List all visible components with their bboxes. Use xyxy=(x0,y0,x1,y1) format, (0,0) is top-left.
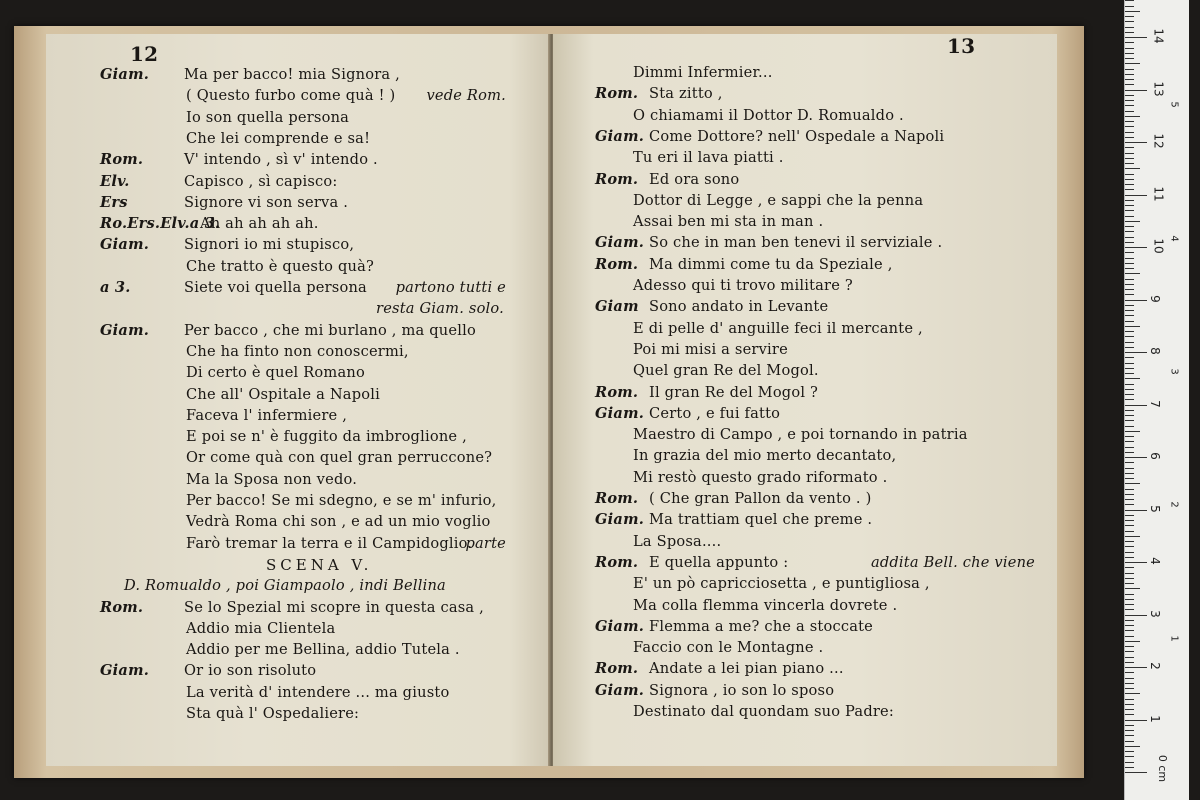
ruler-cm-label: 3 xyxy=(1147,609,1162,618)
ruler-tick xyxy=(1125,426,1134,427)
ruler-tick xyxy=(1125,751,1134,752)
ruler-tick xyxy=(1125,662,1134,663)
verse-text: Signore vi son serva . xyxy=(184,193,349,211)
ruler-tick xyxy=(1125,284,1134,285)
speaker-label: Giam. xyxy=(595,404,644,422)
ruler-tick xyxy=(1125,363,1134,364)
speaker-label: Rom. xyxy=(595,85,639,103)
ruler-tick xyxy=(1125,541,1134,542)
ruler-tick xyxy=(1125,63,1140,64)
ruler-tick xyxy=(1125,457,1147,458)
verse-text: In grazia del mio merto decantato, xyxy=(633,447,897,465)
ruler-tick xyxy=(1125,651,1134,652)
ruler-tick xyxy=(1125,37,1147,38)
ruler-tick xyxy=(1125,741,1134,742)
ruler-tick xyxy=(1125,504,1134,505)
verse-text: Flemma a me? che a stoccate xyxy=(649,617,873,635)
ruler-tick xyxy=(1125,431,1140,432)
ruler-tick xyxy=(1125,399,1134,400)
ruler-tick xyxy=(1125,557,1134,558)
speaker-label: Giam. xyxy=(595,234,644,252)
ruler-tick xyxy=(1125,90,1147,91)
ruler-tick xyxy=(1125,525,1134,526)
verse-text: ( Questo furbo come quà ! ) xyxy=(186,87,396,105)
speaker-label: Rom. xyxy=(100,151,144,169)
ruler-tick xyxy=(1125,594,1134,595)
verse-text: Farò tremar la terra e il Campidoglio. xyxy=(186,534,473,552)
verse-text: Or come quà con quel gran perruccone? xyxy=(186,449,493,467)
ruler-tick xyxy=(1125,772,1147,773)
ruler-tick xyxy=(1125,704,1134,705)
ruler-tick xyxy=(1125,630,1134,631)
speaker-label: Giam. xyxy=(100,662,149,680)
ruler-tick xyxy=(1125,725,1134,726)
verse-text: Io son quella persona xyxy=(186,108,350,126)
ruler-tick xyxy=(1125,436,1134,437)
ruler-tick xyxy=(1125,720,1147,721)
verse-text: Signora , io son lo sposo xyxy=(649,681,835,699)
ruler-tick xyxy=(1125,200,1134,201)
ruler-tick xyxy=(1125,678,1134,679)
ruler-cm-label: 10 xyxy=(1151,238,1166,254)
speaker-label: Rom. xyxy=(595,255,639,273)
verse-text: Quel gran Re del Mogol. xyxy=(633,362,819,380)
ruler-tick xyxy=(1125,179,1134,180)
verse-text: Faceva l' infermiere , xyxy=(186,406,348,424)
ruler-tick xyxy=(1125,300,1147,301)
ruler-tick xyxy=(1125,263,1134,264)
verse-text: Che ha finto non conoscermi, xyxy=(186,342,409,360)
speaker-label: Ro.Ers.Elv.a 3. xyxy=(100,215,221,233)
ruler-cm-label: 12 xyxy=(1151,133,1166,149)
verse-text: SCENA V. xyxy=(266,555,373,574)
ruler-tick xyxy=(1125,762,1134,763)
ruler-tick xyxy=(1125,672,1134,673)
ruler-tick xyxy=(1125,709,1134,710)
speaker-label: Giam. xyxy=(100,236,149,254)
ruler-tick xyxy=(1125,567,1134,568)
ruler-tick xyxy=(1125,27,1134,28)
verse-text: Destinato dal quondam suo Padre: xyxy=(633,703,894,720)
verse-text: Ma dimmi come tu da Speziale , xyxy=(649,255,893,273)
ruler-tick xyxy=(1125,310,1134,311)
page-number-right: 13 xyxy=(947,34,976,58)
verse-text: Che all' Ospitale a Napoli xyxy=(186,385,380,403)
stage-direction: parte xyxy=(465,534,506,552)
left-page xyxy=(46,34,550,766)
verse-text: Che tratto è questo quà? xyxy=(186,257,375,275)
verse-text: Andate a lei pian piano ... xyxy=(649,660,844,678)
ruler-tick xyxy=(1125,641,1140,642)
ruler-tick xyxy=(1125,153,1134,154)
verse-text: Il gran Re del Mogol ? xyxy=(649,383,819,401)
ruler-tick xyxy=(1125,189,1134,190)
page-number-left: 12 xyxy=(130,42,159,66)
speaker-label: Giam. xyxy=(595,681,644,699)
ruler-tick xyxy=(1125,305,1134,306)
ruler-tick xyxy=(1125,562,1147,563)
ruler-tick xyxy=(1125,693,1140,694)
verse-text: E quella appunto : xyxy=(649,553,789,571)
speaker-label: Giam xyxy=(595,298,639,316)
ruler-tick xyxy=(1125,48,1134,49)
ruler-cm-label: 6 xyxy=(1147,452,1162,460)
ruler-cm-label: 2 xyxy=(1147,662,1162,670)
ruler-tick xyxy=(1125,756,1134,757)
verse-text: Addio per me Bellina, addio Tutela . xyxy=(186,641,460,659)
speaker-label: Giam. xyxy=(100,66,149,83)
verse-text: Assai ben mi sta in man . xyxy=(633,213,824,231)
verse-text: La verità d' intendere ... ma giusto xyxy=(186,683,450,701)
ruler-cm-label: 13 xyxy=(1151,80,1166,97)
ruler-tick xyxy=(1125,0,1134,1)
ruler-tick xyxy=(1125,420,1134,421)
ruler-tick xyxy=(1125,609,1134,610)
stage-direction: partono tutti e xyxy=(395,279,506,296)
ruler-tick xyxy=(1125,441,1134,442)
ruler-tick xyxy=(1125,410,1134,411)
ruler-tick xyxy=(1125,237,1134,238)
ruler-tick xyxy=(1125,499,1134,500)
ruler-tick xyxy=(1125,531,1134,532)
ruler-tick xyxy=(1125,447,1134,448)
speaker-label: Giam. xyxy=(595,127,644,145)
verse-text: Dimmi Infermier... xyxy=(633,64,773,81)
ruler-tick xyxy=(1125,683,1134,684)
ruler-tick xyxy=(1125,247,1147,248)
speaker-label: Rom. xyxy=(595,553,639,571)
verse-text: O chiamami il Dottor D. Romualdo . xyxy=(633,106,904,124)
ruler-tick xyxy=(1125,279,1134,280)
ruler-tick xyxy=(1125,74,1134,75)
verse-text: Come Dottore? nell' Ospedale a Napoli xyxy=(649,127,945,145)
verse-text: Ma per bacco! mia Signora , xyxy=(184,66,400,83)
verse-text: La Sposa.... xyxy=(633,532,722,550)
ruler-inch-label: 5 xyxy=(1168,101,1180,108)
speaker-label: Rom. xyxy=(595,170,639,188)
ruler-inch-label: 3 xyxy=(1168,368,1180,375)
ruler-cm-label: 11 xyxy=(1151,185,1166,202)
ruler-tick xyxy=(1125,378,1140,379)
ruler-tick xyxy=(1125,294,1134,295)
ruler-tick xyxy=(1125,116,1140,117)
ruler-tick xyxy=(1125,336,1134,337)
ruler-tick xyxy=(1125,510,1147,511)
verse-text: Mi restò questo grado riformato . xyxy=(633,468,888,486)
ruler-tick xyxy=(1125,158,1134,159)
ruler-tick xyxy=(1125,111,1134,112)
ruler-tick xyxy=(1125,142,1147,143)
ruler-cm-label: 14 xyxy=(1151,28,1166,44)
verse-text: Vedrà Roma chi son , e ad un mio voglio xyxy=(186,513,491,531)
speaker-label: Giam. xyxy=(595,511,644,529)
ruler-tick xyxy=(1125,699,1134,700)
verse-text: E poi se n' è fuggito da imbroglione , xyxy=(186,428,467,446)
ruler-tick xyxy=(1125,168,1140,169)
ruler-tick xyxy=(1125,389,1134,390)
ruler-tick xyxy=(1125,615,1147,616)
ruler-tick xyxy=(1125,394,1134,395)
ruler-tick xyxy=(1125,100,1134,101)
ruler-tick xyxy=(1125,252,1134,253)
ruler-tick xyxy=(1125,636,1134,637)
verse-text: Adesso qui ti trovo militare ? xyxy=(633,277,853,294)
ruler-tick xyxy=(1125,174,1134,175)
ruler-tick xyxy=(1125,478,1134,479)
ruler-tick xyxy=(1125,205,1134,206)
verse-text: D. Romualdo , poi Giampaolo , indi Bellina xyxy=(124,577,446,595)
speaker-label: Rom. xyxy=(595,383,639,401)
ruler-tick xyxy=(1125,289,1134,290)
ruler-tick xyxy=(1125,405,1147,406)
ruler-tick xyxy=(1125,546,1134,547)
ruler-tick xyxy=(1125,84,1134,85)
measurement-ruler xyxy=(1124,0,1189,800)
ruler-tick xyxy=(1125,688,1134,689)
ruler-tick xyxy=(1125,331,1134,332)
verse-text: Addio mia Clientela xyxy=(186,619,336,637)
verse-text: Certo , e fui fatto xyxy=(649,404,781,422)
ruler-tick xyxy=(1125,58,1134,59)
verse-text: Sta quà l' Ospedaliere: xyxy=(186,705,360,722)
verse-text: Ed ora sono xyxy=(649,170,740,188)
ruler-cm-label: 5 xyxy=(1147,504,1162,513)
verse-text: Per bacco , che mi burlano , ma quello xyxy=(184,321,476,339)
ruler-tick xyxy=(1125,473,1134,474)
stage-direction: resta Giam. solo. xyxy=(376,300,504,318)
ruler-tick xyxy=(1125,53,1134,54)
speaker-label: Giam. xyxy=(100,321,149,339)
verse-text: So che in man ben tenevi il serviziale . xyxy=(649,234,943,252)
ruler-tick xyxy=(1125,95,1134,96)
ruler-tick xyxy=(1125,646,1134,647)
verse-text: Di certo è quel Romano xyxy=(186,364,365,382)
verse-text: Poi mi misi a servire xyxy=(633,340,788,358)
ruler-inch-label: 2 xyxy=(1168,501,1180,508)
ruler-tick xyxy=(1125,620,1134,621)
verse-text: Ma trattiam quel che preme . xyxy=(649,511,873,529)
speaker-label: Rom. xyxy=(595,660,639,678)
verse-text: Sono andato in Levante xyxy=(649,298,829,316)
ruler-tick xyxy=(1125,347,1134,348)
verse-text: Siete voi quella persona xyxy=(184,279,367,296)
ruler-tick xyxy=(1125,730,1134,731)
ruler-tick xyxy=(1125,11,1140,12)
ruler-inch-label: 4 xyxy=(1168,234,1180,242)
verse-text: Maestro di Campo , e poi tornando in patria xyxy=(633,426,968,444)
ruler-tick xyxy=(1125,184,1134,185)
speaker-label: Rom. xyxy=(595,490,639,507)
speaker-label: Ers xyxy=(100,193,128,211)
ruler-tick xyxy=(1125,315,1134,316)
ruler-tick xyxy=(1125,268,1134,269)
verse-text: Signori io mi stupisco, xyxy=(184,236,355,254)
ruler-tick xyxy=(1125,714,1134,715)
ruler-tick xyxy=(1125,79,1134,80)
ruler-tick xyxy=(1125,21,1134,22)
ruler-tick xyxy=(1125,415,1134,416)
ruler-tick xyxy=(1125,132,1134,133)
ruler-tick xyxy=(1125,321,1134,322)
verse-text: Ma la Sposa non vedo. xyxy=(186,470,358,488)
ruler-tick xyxy=(1125,573,1134,574)
ruler-cm-label: 4 xyxy=(1147,557,1162,565)
ruler-cm-label: 9 xyxy=(1147,294,1162,303)
verse-text: E di pelle d' anguille feci il mercante , xyxy=(633,319,923,337)
ruler-tick xyxy=(1125,384,1134,385)
ruler-tick xyxy=(1125,667,1147,668)
verse-text: Che lei comprende e sa! xyxy=(186,129,371,147)
ruler-tick xyxy=(1125,583,1134,584)
verse-text: Capisco , sì capisco: xyxy=(184,172,338,190)
verse-text: Ma colla flemma vincerla dovrete . xyxy=(633,596,898,614)
verse-text: Or io son risoluto xyxy=(184,662,317,680)
ruler-tick xyxy=(1125,352,1147,353)
ruler-tick xyxy=(1125,231,1134,232)
verse-text: Ah ah ah ah ah. xyxy=(200,215,319,233)
ruler-tick xyxy=(1125,147,1134,148)
right-page xyxy=(553,34,1057,766)
verse-text: Sta zitto , xyxy=(649,85,723,103)
ruler-cm-label: 8 xyxy=(1147,347,1162,355)
ruler-tick xyxy=(1125,226,1134,227)
ruler-tick xyxy=(1125,326,1140,327)
ruler-tick xyxy=(1125,163,1134,164)
ruler-tick xyxy=(1125,746,1140,747)
ruler-tick xyxy=(1125,210,1134,211)
speaker-label: Rom. xyxy=(100,598,144,616)
stage-direction: vede Rom. xyxy=(426,87,506,105)
ruler-tick xyxy=(1125,625,1134,626)
ruler-tick xyxy=(1125,462,1134,463)
ruler-tick xyxy=(1125,32,1134,33)
ruler-tick xyxy=(1125,342,1134,343)
verse-text: V' intendo , sì v' intendo . xyxy=(184,151,378,169)
ruler-tick xyxy=(1125,483,1140,484)
ruler-tick xyxy=(1125,368,1134,369)
ruler-cm-label: 1 xyxy=(1147,714,1162,723)
ruler-tick xyxy=(1125,16,1134,17)
ruler-tick xyxy=(1125,273,1140,274)
verse-text: Dottor di Legge , e sappi che la penna xyxy=(633,191,924,209)
ruler-tick xyxy=(1125,137,1134,138)
ruler-tick xyxy=(1125,216,1134,217)
speaker-label: Elv. xyxy=(100,172,130,190)
ruler-tick xyxy=(1125,6,1134,7)
ruler-tick xyxy=(1125,552,1134,553)
verse-text: ( Che gran Pallon da vento . ) xyxy=(649,490,872,507)
stage-direction: addita Bell. che viene xyxy=(870,553,1035,571)
ruler-tick xyxy=(1125,489,1134,490)
ruler-tick xyxy=(1125,126,1134,127)
ruler-tick xyxy=(1125,735,1134,736)
ruler-tick xyxy=(1125,515,1134,516)
ruler-tick xyxy=(1125,69,1134,70)
ruler-tick xyxy=(1125,195,1147,196)
ruler-tick xyxy=(1125,373,1134,374)
ruler-tick xyxy=(1125,357,1134,358)
ruler-tick xyxy=(1125,105,1134,106)
speaker-label: Giam. xyxy=(595,617,644,635)
ruler-tick xyxy=(1125,494,1134,495)
ruler-tick xyxy=(1125,588,1140,589)
ruler-tick xyxy=(1125,242,1134,243)
ruler-tick xyxy=(1125,121,1134,122)
ruler-tick xyxy=(1125,657,1134,658)
ruler-tick xyxy=(1125,221,1140,222)
verse-text: Tu eri il lava piatti . xyxy=(633,149,784,167)
ruler-tick xyxy=(1125,599,1134,600)
verse-text: Faccio con le Montagne . xyxy=(633,639,824,657)
ruler-tick xyxy=(1125,520,1134,521)
verse-text: E' un pò capricciosetta , e puntigliosa , xyxy=(633,575,930,593)
verse-text: Se lo Spezial mi scopre in questa casa , xyxy=(184,598,485,616)
ruler-tick xyxy=(1125,468,1134,469)
ruler-tick xyxy=(1125,536,1140,537)
ruler-tick xyxy=(1125,578,1134,579)
ruler-tick xyxy=(1125,452,1134,453)
ruler-tick xyxy=(1125,258,1134,259)
ruler-tick xyxy=(1125,604,1134,605)
ruler-cm-label: 7 xyxy=(1147,399,1162,408)
verse-text: Per bacco! Se mi sdegno, e se m' infurio, xyxy=(186,492,497,509)
ruler-inch-label: 1 xyxy=(1168,634,1180,642)
ruler-unit-label: 0 cm xyxy=(1156,754,1170,783)
ruler-tick xyxy=(1125,42,1134,43)
ruler-tick xyxy=(1125,767,1134,768)
speaker-label: a 3. xyxy=(100,279,131,296)
